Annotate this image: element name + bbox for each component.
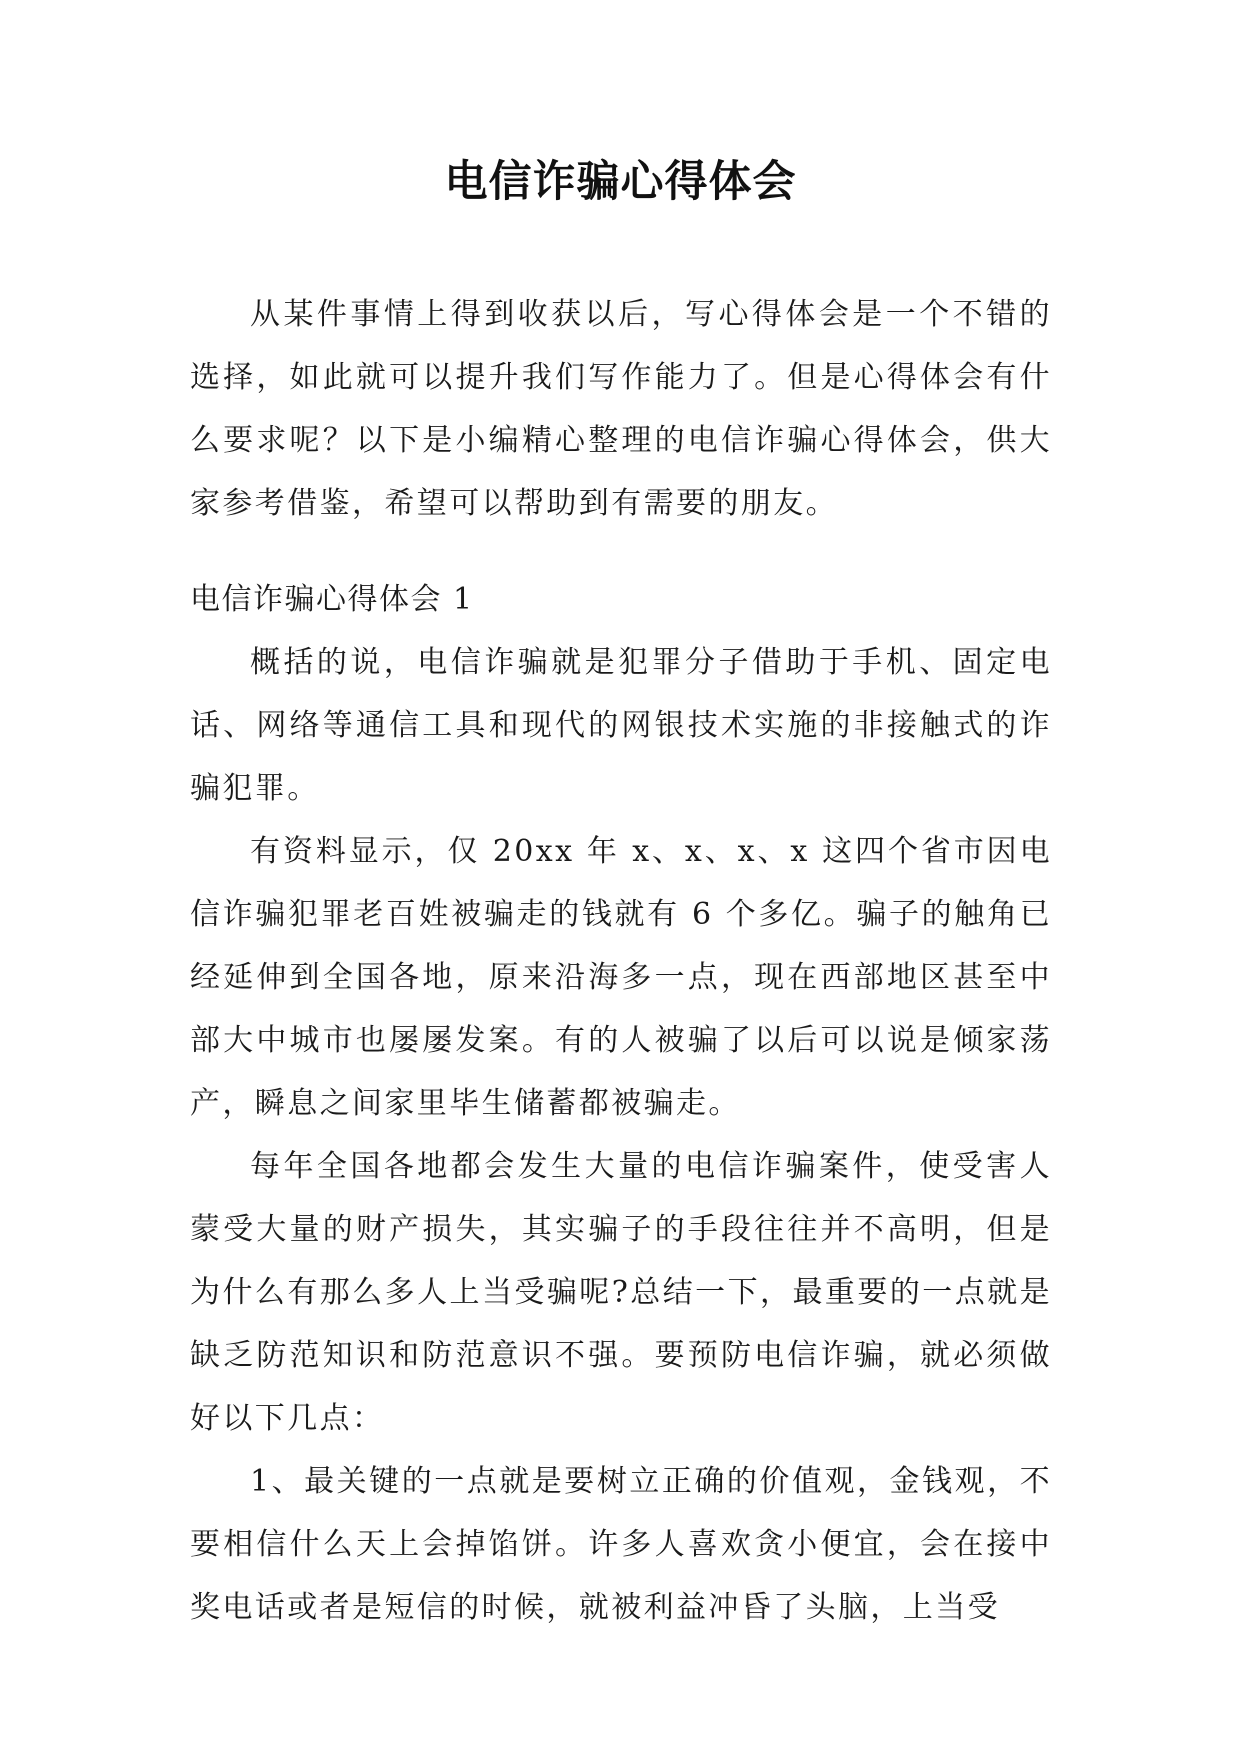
document-title: 电信诈骗心得体会 (444, 157, 797, 207)
body-paragraph-3: 每年全国各地都会发生大量的电信诈骗案件，使受害人蒙受大量的财产损失，其实骗子的手段往往并不高明，但是为什么有那么多人上当受骗呢?总结一下，最重要的一点就是缺乏防范知识和防范意识不强。要预防电信诈骗，就必须做好以下几点： (190, 1149, 1052, 1436)
document-body (190, 283, 1052, 1639)
body-paragraph-2: 有资料显示，仅 20xx 年 x、x、x、x 这四个省市因电信诈骗犯罪老百姓被骗走的钱就有 6 个多亿。骗子的触角已经延伸到全国各地，原来沿海多一点，现在西部地区甚至中部大中城市也屡屡发案。有的人被骗了以后可以说是倾家荡产，瞬息之间家里毕生储蓄都被骗走。 (190, 834, 1052, 1121)
body-paragraph-1: 概括的说，电信诈骗就是犯罪分子借助于手机、固定电话、网络等通信工具和现代的网银技术实施的非接触式的诈骗犯罪。 (190, 645, 1052, 806)
section-heading: 电信诈骗心得体会 1 (190, 582, 474, 617)
body-paragraph-4: 1、最关键的一点就是要树立正确的价值观，金钱观，不要相信什么天上会掉馅饼。许多人喜欢贪小便宜，会在接中奖电话或者是短信的时候，就被利益冲昏了头脑，上当受 (190, 1464, 1052, 1625)
intro-paragraph: 从某件事情上得到收获以后，写心得体会是一个不错的选择，如此就可以提升我们写作能力了。但是心得体会有什么要求呢？以下是小编精心整理的电信诈骗心得体会，供大家参考借鉴，希望可以帮助到有需要的朋友。 (190, 297, 1052, 521)
